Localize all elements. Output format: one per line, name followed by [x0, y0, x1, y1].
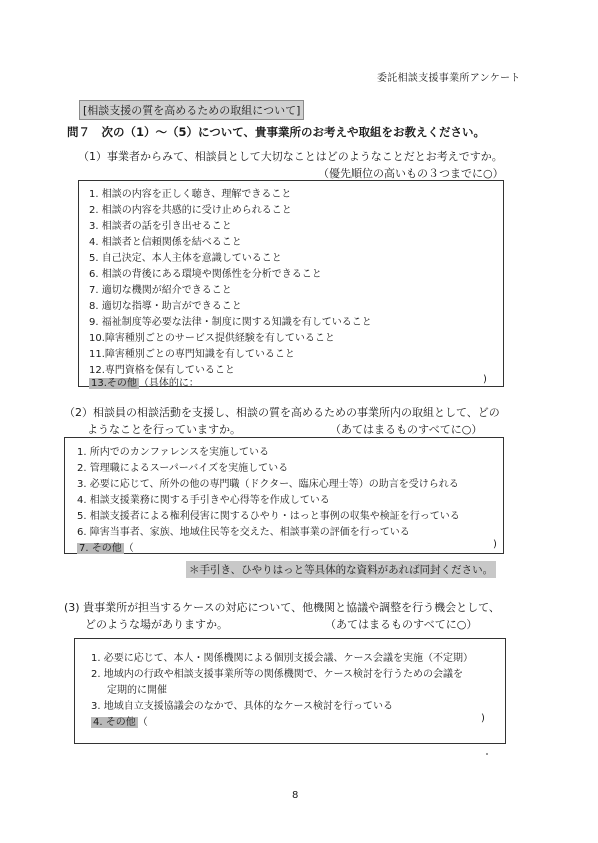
q1-option-6[interactable]: 6. 相談の背後にある環境や関係性を分析できること	[89, 269, 322, 280]
q1-note: （優先順位の高いもの３つまでに○）	[318, 167, 504, 180]
q2-option-2[interactable]: 2. 管理職によるスーパーバイズを実施している	[77, 463, 289, 474]
section-label: [相談支援の質を高めるための取組について]	[79, 100, 304, 120]
q1-option-8[interactable]: 8. 適切な指導・助言ができること	[89, 301, 242, 312]
q2-option-4[interactable]: 4. 相談支援業務に関する手引きや心得等を作成している	[77, 495, 330, 506]
question-title: 問７ 次の（1）～（5）について、貴事業所のお考えや取組をお教えください。	[67, 125, 486, 139]
q2-note: （あてはまるものすべてに○）	[330, 423, 483, 436]
q1-option-9[interactable]: 9. 福祉制度等必要な法律・制度に関する知識を有していること	[89, 317, 372, 328]
q1-option-11[interactable]: 11.障害種別ごとの専門知識を有していること	[89, 349, 295, 360]
q3-other-label: 4. その他	[93, 717, 136, 728]
q2-option-1[interactable]: 1. 所内でのカンファレンスを実施している	[77, 447, 269, 458]
q2-option-5[interactable]: 5. 相談支援者による権利侵害に関するひやり・はっと事例の収集や検証を行っている	[77, 511, 460, 522]
document-header-title: 委託相談支援事業所アンケート	[377, 73, 521, 84]
q2-option-other[interactable]	[77, 539, 134, 554]
q1-other-detail: （具体的に：	[138, 378, 199, 389]
q1-option-2[interactable]: 2. 相談の内容を共感的に受け止められること	[89, 205, 292, 216]
q1-option-other[interactable]	[89, 374, 199, 389]
scan-speck	[486, 753, 488, 755]
q3-option-2[interactable]: 2. 地域内の行政や相談支援事業所等の関係機関で、ケース検討を行うための会議を	[91, 669, 464, 680]
q3-other-open: （	[137, 717, 148, 728]
q3-other-close: )	[481, 713, 485, 724]
q2-other-label: 7. その他	[79, 543, 122, 554]
q2-prompt-line2: ようなことを行っていますか。	[87, 423, 241, 436]
q3-options-box	[74, 638, 506, 744]
q1-option-5[interactable]: 5. 自己決定、本人主体を意識していること	[89, 253, 282, 264]
page-number: 8	[292, 790, 299, 801]
q1-other-label: 13.その他	[91, 378, 137, 389]
q1-option-7[interactable]: 7. 適切な機関が紹介できること	[89, 285, 232, 296]
q1-prompt: （1）事業者からみて、相談員として大切なことはどのようなことだとお考えですか。	[78, 150, 503, 163]
q3-option-2-continued: 定期的に開催	[107, 685, 167, 696]
q3-option-other[interactable]	[91, 713, 148, 728]
q2-other-close: )	[493, 539, 497, 550]
q1-option-3[interactable]: 3. 相談者の話を引き出せること	[89, 221, 232, 232]
q3-note: （あてはまるものすべてに○）	[325, 618, 478, 631]
q3-option-1[interactable]: 1. 必要に応じて、本人・関係機関による個別支援会議、ケース会議を実施（不定期）	[91, 653, 474, 664]
q1-option-12[interactable]: 12.専門資格を保有していること	[89, 365, 235, 376]
q1-option-4[interactable]: 4. 相談者と信頼関係を結べること	[89, 237, 242, 248]
q3-option-3[interactable]: 3. 地域自立支援協議会のなかで、具体的なケース検討を行っている	[91, 701, 394, 712]
q2-options-box	[64, 437, 504, 554]
q3-prompt-line1: (3) 貴事業所が担当するケースの対応について、他機関と協議や調整を行う機会として、	[64, 601, 500, 614]
q2-prompt-line1: （2）相談員の相談活動を支援し、相談の質を高めるための事業所内の取組として、どの	[64, 406, 500, 419]
q2-attachment-note: ＊手引き、ひやりはっと等具体的な資料があれば同封ください。	[186, 561, 496, 578]
q2-other-open: （	[123, 543, 134, 554]
q1-options-box	[78, 180, 504, 387]
q2-option-3[interactable]: 3. 必要に応じて、所外の他の専門職（ドクター、臨床心理士等）の助言を受けられる	[77, 479, 459, 490]
q1-other-close: )	[483, 374, 487, 385]
q2-option-6[interactable]: 6. 障害当事者、家族、地域住民等を交えた、相談事業の評価を行っている	[77, 527, 410, 538]
q1-option-10[interactable]: 10.障害種別ごとのサービス提供経験を有していること	[89, 333, 335, 344]
q3-prompt-line2: どのような場がありますか。	[85, 618, 228, 631]
q1-option-1[interactable]: 1. 相談の内容を正しく聴き、理解できること	[89, 189, 292, 200]
